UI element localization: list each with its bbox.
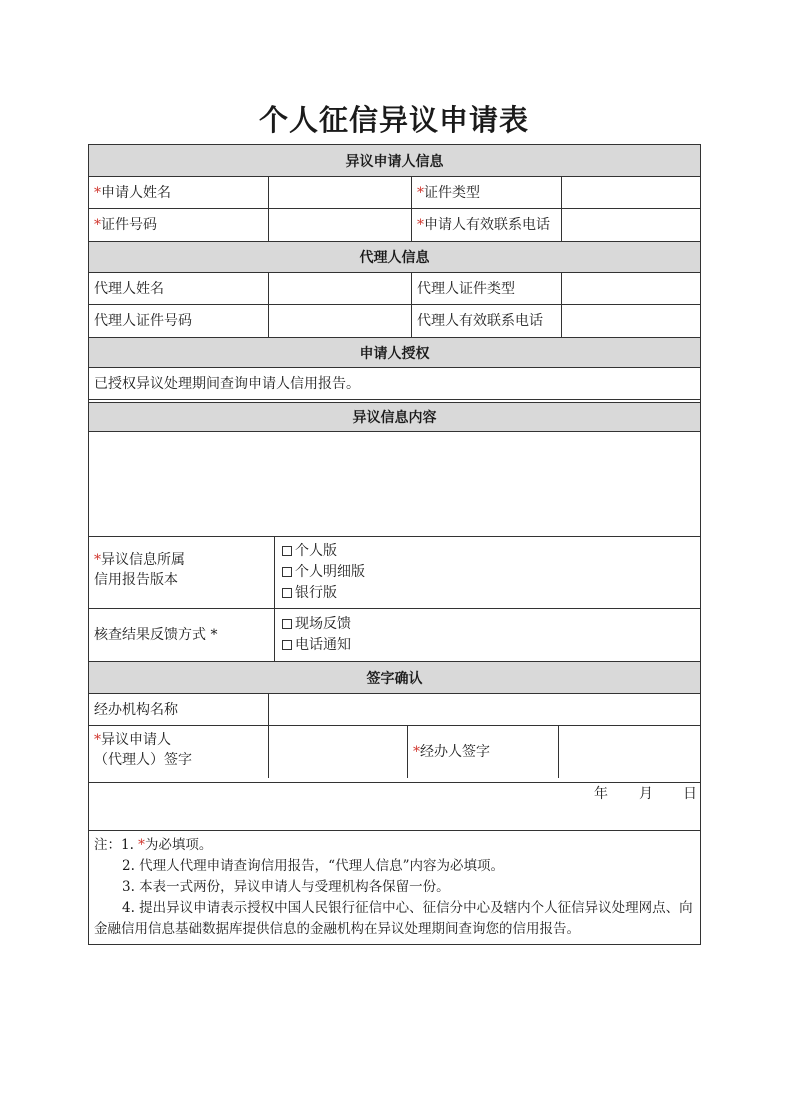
section-header-applicant: 异议申请人信息 — [89, 145, 700, 176]
agent-name-label: 代理人姓名 — [94, 280, 164, 297]
authorization-text: 已授权异议处理期间查询申请人信用报告。 — [94, 375, 360, 392]
section-header-dispute: 异议信息内容 — [89, 403, 700, 431]
month-label: 月 — [639, 786, 653, 802]
application-form — [88, 144, 701, 945]
applicant-id-type-field[interactable] — [562, 177, 700, 208]
required-mark: * — [94, 184, 101, 201]
handler-signature-field[interactable] — [559, 726, 700, 778]
option-bank[interactable]: 银行版 — [282, 583, 582, 604]
note-1: 注：1. *为必填项。 — [94, 837, 213, 853]
institution-name-label: 经办机构名称 — [94, 701, 178, 718]
option-personal[interactable]: 个人版 — [282, 541, 582, 562]
feedback-method-options — [282, 614, 582, 658]
agent-id-type-label: 代理人证件类型 — [417, 280, 515, 297]
agent-phone-field[interactable] — [562, 305, 700, 337]
applicant-name-label: * 申请人姓名 — [94, 184, 171, 201]
checkbox[interactable] — [282, 640, 292, 650]
checkbox[interactable] — [282, 567, 292, 577]
day-label: 日 — [683, 786, 697, 802]
applicant-id-type-label: * 证件类型 — [417, 184, 480, 201]
checkbox[interactable] — [282, 619, 292, 629]
agent-name-field[interactable] — [269, 273, 412, 304]
page-title: 个人征信异议申请表 — [258, 103, 529, 137]
notes — [89, 835, 700, 943]
option-phone[interactable]: 电话通知 — [282, 635, 582, 656]
agent-phone-label: 代理人有效联系电话 — [417, 313, 543, 329]
option-personal-detailed[interactable]: 个人明细版 — [282, 562, 582, 583]
agent-id-number-field[interactable] — [269, 305, 412, 337]
option-onsite[interactable]: 现场反馈 — [282, 614, 582, 635]
date-row — [89, 783, 700, 829]
institution-name-field[interactable] — [269, 694, 700, 725]
report-version-label: *异议信息所属 信用报告版本 — [94, 552, 185, 588]
agent-id-number-label: 代理人证件号码 — [94, 313, 192, 329]
handler-signature-label: * 经办人签字 — [413, 744, 490, 760]
feedback-method-label: 核查结果反馈方式 * — [94, 627, 218, 643]
applicant-signature-label: *异议申请人 （代理人）签字 — [94, 732, 192, 768]
checkbox[interactable] — [282, 546, 292, 556]
checkbox[interactable] — [282, 588, 292, 598]
report-version-options — [282, 541, 582, 605]
agent-id-type-field[interactable] — [562, 273, 700, 304]
year-label: 年 — [594, 786, 608, 802]
applicant-signature-field[interactable] — [269, 726, 408, 778]
note-4: 4. 提出异议申请表示授权中国人民银行征信中心、征信分中心及辖内个人征信异议处理网点、向金融信用信息基础数据库提供信息的金融机构在异议处理期间查询您的信用报告。 — [94, 900, 693, 937]
dispute-content-area[interactable] — [89, 432, 700, 536]
applicant-phone-field[interactable] — [562, 209, 700, 241]
applicant-phone-label: * 申请人有效联系电话 — [417, 217, 550, 233]
section-header-authorization: 申请人授权 — [89, 338, 700, 367]
section-header-signature: 签字确认 — [89, 662, 700, 693]
section-header-agent: 代理人信息 — [89, 242, 700, 272]
applicant-id-number-field[interactable] — [269, 209, 412, 241]
applicant-name-field[interactable] — [269, 177, 412, 208]
note-2: 2. 代理人代理申请查询信用报告，“代理人信息”内容为必填项。 — [122, 858, 504, 874]
applicant-id-number-label: * 证件号码 — [94, 217, 157, 233]
note-3: 3. 本表一式两份，异议申请人与受理机构各保留一份。 — [122, 879, 450, 895]
